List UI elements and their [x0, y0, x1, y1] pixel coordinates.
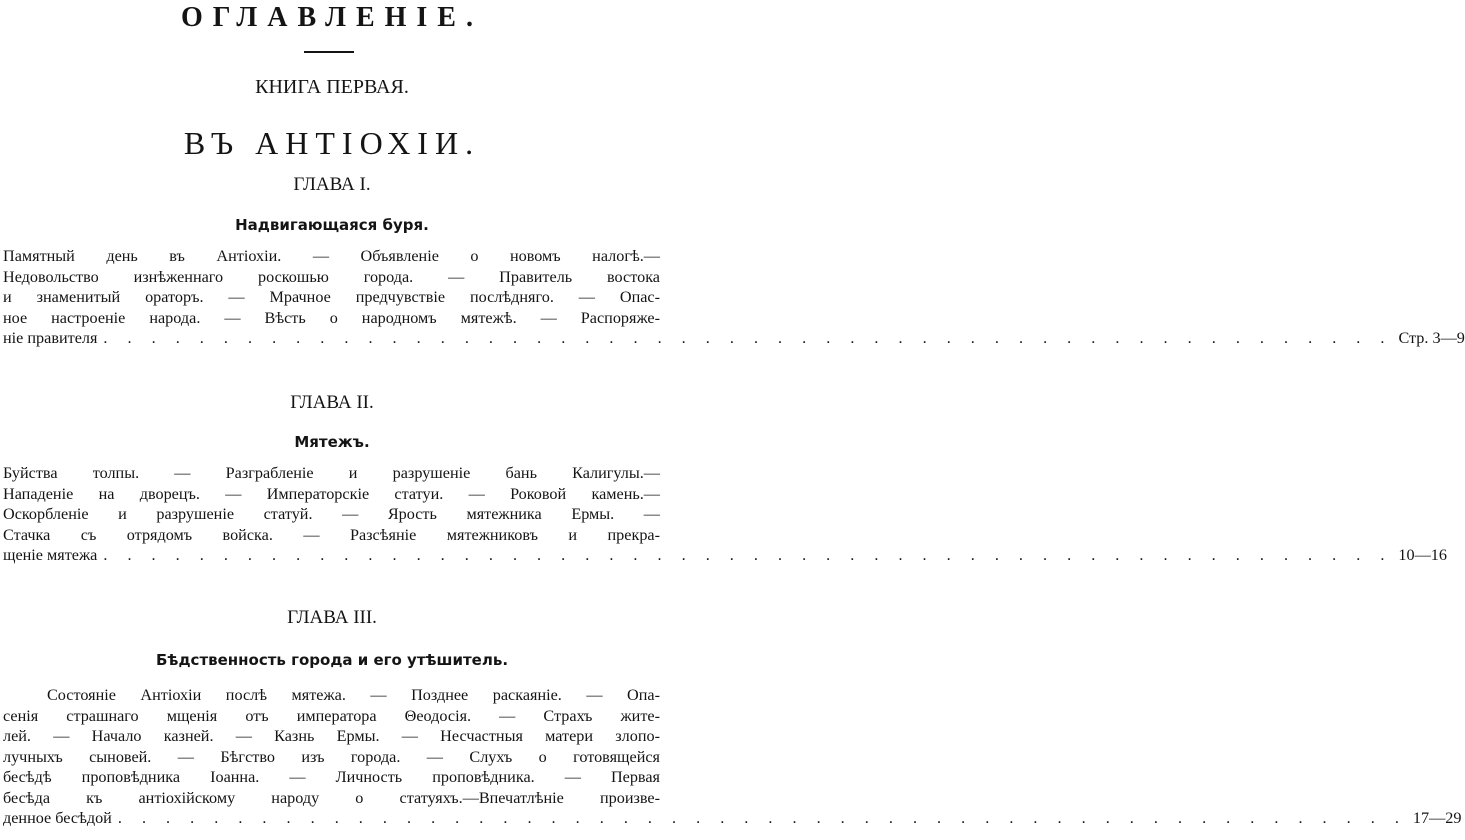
chapter-3-heading: Бѣдственность города и его утѣшитель.: [155, 651, 509, 669]
summary-line: Оскорбленіе и разрушеніе статуй. — Ярость мятежника Ермы. —: [3, 505, 660, 523]
summary-line: Буйства толпы. — Разграбленіе и разрушеніе бань Калигулы.—: [3, 464, 660, 482]
chapter-1-summary: [3, 246, 1465, 349]
part-title: ВЪ АНТІОХІИ.: [183, 125, 481, 161]
chapter-1-label: ГЛАВА I.: [293, 174, 371, 195]
summary-last-line: ніе правителя . . . . . . . . . . . . . . . . . . . . . . . . . . . . . . . . . . . . . . . . . . . . . . . . . . . . . . Стр. 3—9: [3, 329, 1465, 347]
summary-line: Стачка съ отрядомъ войска. — Разсѣяніе мятежниковъ и прекра-: [3, 525, 660, 544]
chapter-1-pages: Стр. 3—9: [1398, 329, 1465, 347]
dot-leader: . . . . . . . . . . . . . . . . . . . . . . . . . . . . . . . . . . . . . . . . . . . . . . . . . . . . . .: [103, 546, 1393, 564]
summary-line: Нападеніе на дворецъ. — Императорскіе статуи. — Роковой камень.—: [3, 484, 660, 503]
chapter-2-heading: Мятежъ.: [294, 433, 370, 451]
dot-leader: . . . . . . . . . . . . . . . . . . . . . . . . . . . . . . . . . . . . . . . . . . . . . . . . . . . . . .: [117, 809, 1407, 827]
book-title: КНИГА ПЕРВАЯ.: [255, 76, 409, 98]
summary-line: Состояніе Антіохіи послѣ мятежа. — Позднее раскаяніе. — Опа-: [47, 686, 660, 704]
chapter-1-heading: Надвигающаяся буря.: [235, 216, 429, 234]
chapter-2-pages: 10—16: [1398, 546, 1447, 564]
summary-last-line: щеніе мятежа . . . . . . . . . . . . . . . . . . . . . . . . . . . . . . . . . . . . . . . . . . . . . . . . . . . . . . 10—16: [3, 546, 1447, 564]
summary-line: Недовольство изнѣженнаго роскошью города. — Правитель востока: [3, 267, 660, 286]
summary-line: Памятный день въ Антіохіи. — Объявленіе о новомъ налогѣ.—: [3, 247, 660, 265]
chapter-3-summary: [3, 685, 1462, 829]
summary-last-line: денное бесѣдой . . . . . . . . . . . . . . . . . . . . . . . . . . . . . . . . . . . . . . . . . . . . . . . . . . . . . . 17—29: [3, 809, 1462, 827]
title-divider: [304, 51, 354, 53]
chapter-2-summary: [3, 463, 1447, 566]
summary-line: лей. — Начало казней. — Казнь Ермы. — Несчастныя матери злопо-: [3, 727, 660, 745]
page-title: ОГЛАВЛЕНІЕ.: [181, 2, 483, 33]
chapter-3-label: ГЛАВА III.: [287, 607, 377, 628]
chapter-3-pages: 17—29: [1412, 809, 1462, 827]
summary-line: лучныхъ сыновей. — Бѣгство изъ города. — Слухъ о готовящейся: [3, 747, 660, 766]
summary-line: ное настроеніе народа. — Вѣсть о народномъ мятежѣ. — Распоряже-: [3, 308, 660, 327]
chapter-2-label: ГЛАВА II.: [290, 392, 374, 413]
summary-line: бесѣдѣ проповѣдника Іоанна. — Личность проповѣдника. — Первая: [3, 768, 660, 786]
summary-line: бесѣда къ антіохійскому народу о статуяхъ.—Впечатлѣніе произве-: [3, 788, 660, 807]
summary-line: сенія страшнаго мщенія отъ императора Θеодосія. — Страхъ жите-: [3, 706, 660, 725]
dot-leader: . . . . . . . . . . . . . . . . . . . . . . . . . . . . . . . . . . . . . . . . . . . . . . . . . . . . . .: [103, 329, 1393, 347]
summary-line: и знаменитый ораторъ. — Мрачное предчувствіе послѣдняго. — Опас-: [3, 288, 660, 306]
